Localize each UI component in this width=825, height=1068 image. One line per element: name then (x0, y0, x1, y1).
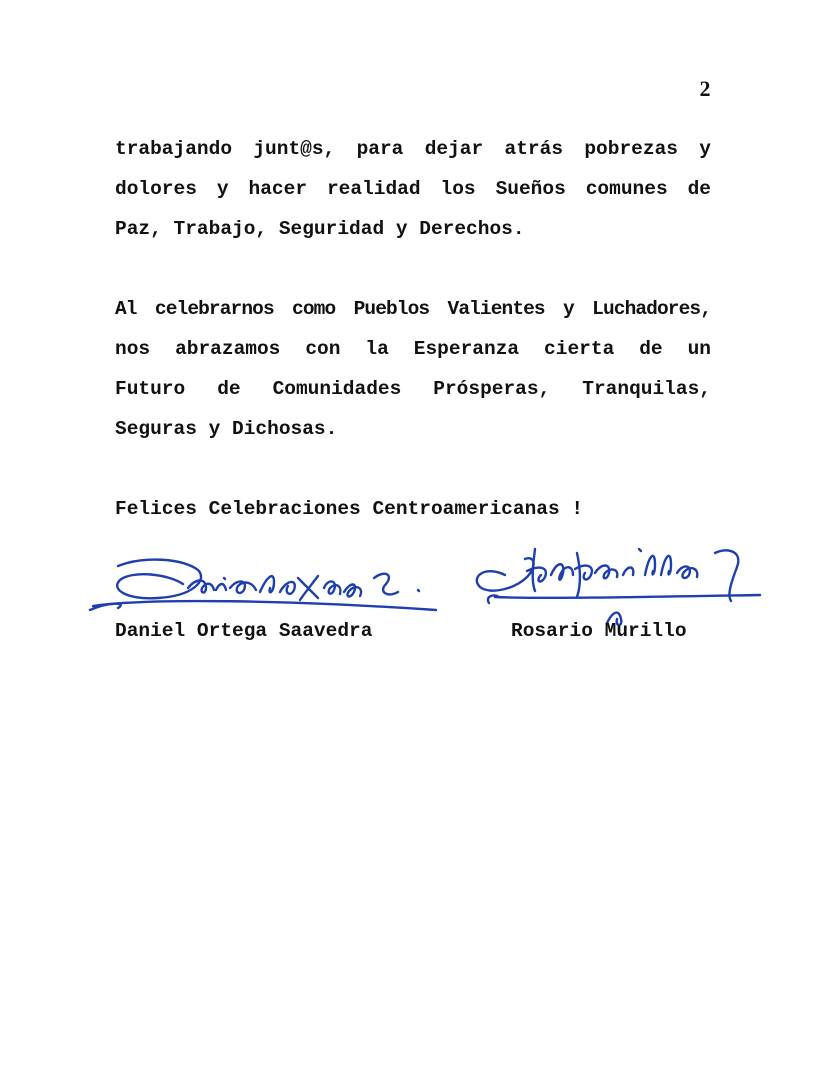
text-line: Al celebrarnos como Pueblos Valientes y Luchadores, (115, 298, 711, 320)
signature-rosario-murillo (465, 525, 765, 630)
text-line: nos abrazamos con la Esperanza cierta de un (115, 338, 711, 360)
text-line: Futuro de Comunidades Prósperas, Tranquilas, (115, 378, 711, 400)
text-line: Seguras y Dichosas. (115, 418, 338, 440)
text-line: Paz, Trabajo, Seguridad y Derechos. (115, 218, 525, 240)
signature-daniel-ortega (88, 548, 448, 628)
paragraph-2 (115, 289, 711, 449)
text-line: dolores y hacer realidad los Sueños comunes de (115, 178, 711, 200)
signatory-name-left: Daniel Ortega Saavedra (115, 620, 373, 642)
paragraph-1 (115, 129, 711, 249)
signatory-name-right: Rosario Murillo (511, 620, 687, 642)
page-number: 2 (699, 76, 711, 101)
text-line: trabajando junt@s, para dejar atrás pobrezas y (115, 138, 711, 160)
closing-line (115, 489, 711, 529)
text-line: Felices Celebraciones Centroamericanas ! (115, 498, 584, 520)
